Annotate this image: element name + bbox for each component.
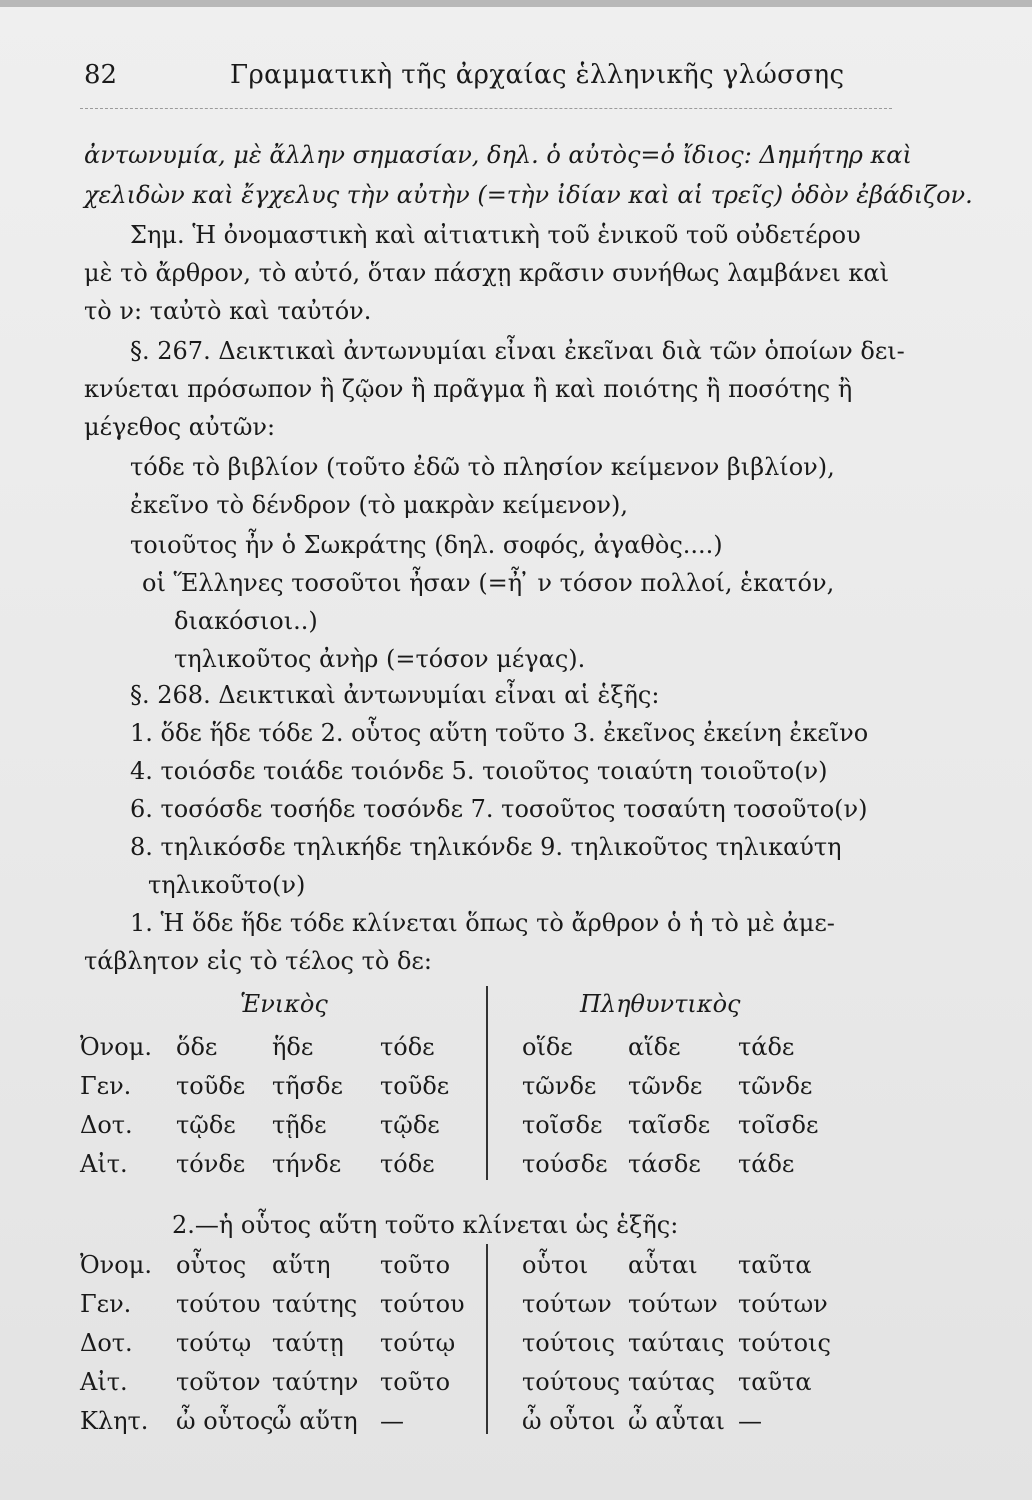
case-label: Γεν. xyxy=(80,1072,132,1100)
case-label: Γεν. xyxy=(80,1290,132,1318)
table-cell: τῶνδε xyxy=(628,1072,703,1100)
page-number: 82 xyxy=(84,60,118,90)
case-label: Δοτ. xyxy=(80,1329,133,1357)
text-line: 2.—ἡ οὗτος αὕτη τοῦτο κλίνεται ὡς ἑξῆς: xyxy=(172,1211,679,1239)
table-cell: τοῦτον xyxy=(176,1368,261,1396)
table-cell: τούτων xyxy=(522,1290,612,1318)
example-line: οἱ Ἕλληνες τοσοῦτοι ἦσαν (=ἦ ̓ ν τόσον πολλοί, ἑκατόν, xyxy=(142,569,835,597)
header-rule xyxy=(80,108,892,109)
table-cell: τῶνδε xyxy=(738,1072,813,1100)
table-cell: τάδε xyxy=(738,1150,795,1178)
table-cell: τούτου xyxy=(176,1290,261,1318)
text-line: Σημ. Ἡ ὀνομαστικὴ καὶ αἰτιατικὴ τοῦ ἑνικοῦ τοῦ οὐδετέρου xyxy=(130,221,861,249)
table-cell: τῆσδε xyxy=(272,1072,343,1100)
table-cell: τήνδε xyxy=(272,1150,342,1178)
table-cell: τούτῳ xyxy=(176,1329,252,1357)
table-cell: ὦ οὗτος xyxy=(176,1407,274,1435)
running-title: Γραμματικὴ τῆς ἀρχαίας ἑλληνικῆς γλώσσης xyxy=(230,60,845,90)
example-line: ἐκεῖνο τὸ δένδρον (τὸ μακρὰν κείμενον), xyxy=(130,491,628,519)
example-line: διακόσιοι..) xyxy=(174,607,318,635)
case-label: Δοτ. xyxy=(80,1111,133,1139)
column-divider xyxy=(486,1244,488,1434)
text-line: μὲ τὸ ἄρθρον, τὸ αὐτό, ὅταν πάσχῃ κρᾶσιν συνήθως λαμβάνει καὶ xyxy=(84,259,889,287)
table-cell: ταύτης xyxy=(272,1290,358,1318)
table-cell: ταύτας xyxy=(628,1368,715,1396)
example-line: τοιοῦτος ἦν ὁ Σωκράτης (δηλ. σοφός, ἀγαθὸς....) xyxy=(130,531,723,559)
column-divider xyxy=(486,986,488,1180)
table-cell: τοῦδε xyxy=(176,1072,246,1100)
case-label: Αἰτ. xyxy=(80,1150,128,1178)
table-cell: ὅδε xyxy=(176,1033,218,1061)
table-cell: τούτοις xyxy=(522,1329,615,1357)
text-line: τὸ ν: ταὐτὸ καὶ ταὐτόν. xyxy=(84,297,372,325)
table-cell: οὗτοι xyxy=(522,1251,589,1279)
table-cell: τοῦτο xyxy=(380,1368,451,1396)
example-line: τηλικοῦτος ἀνὴρ (=τόσον μέγας). xyxy=(174,645,586,673)
table-cell: τῷδε xyxy=(176,1111,236,1139)
example-line: τόδε τὸ βιβλίον (τοῦτο ἐδῶ τὸ πλησίον κείμενον βιβλίον), xyxy=(130,453,835,481)
table-cell: τόδε xyxy=(380,1150,435,1178)
table-cell: ταῦτα xyxy=(738,1251,812,1279)
table-cell: ὦ αὕτη xyxy=(272,1407,358,1435)
table-cell: τοῦτο xyxy=(380,1251,451,1279)
table-cell: οὗτος xyxy=(176,1251,247,1279)
singular-heading: Ἑνικὸς xyxy=(240,990,328,1018)
table-cell: τῇδε xyxy=(272,1111,327,1139)
table-cell: τάσδε xyxy=(628,1150,701,1178)
list-line: 8. τηλικόσδε τηλικήδε τηλικόνδε 9. τηλικοῦτος τηλικαύτη xyxy=(130,833,842,861)
table-cell: ὦ αὗται xyxy=(628,1407,725,1435)
plural-heading: Πληθυντικὸς xyxy=(580,990,741,1018)
table-cell: τοῦδε xyxy=(380,1072,450,1100)
table-cell: τάδε xyxy=(738,1033,795,1061)
section-267: §. 267. Δεικτικαὶ ἀντωνυμίαι εἶναι ἐκεῖναι διὰ τῶν ὁποίων δει- xyxy=(130,337,905,365)
list-line: 1. ὅδε ἥδε τόδε 2. οὗτος αὕτη τοῦτο 3. ἐκεῖνος ἐκείνη ἐκεῖνο xyxy=(130,719,869,747)
table-cell: αὗται xyxy=(628,1251,698,1279)
case-label: Αἰτ. xyxy=(80,1368,128,1396)
table-cell: τούτων xyxy=(628,1290,718,1318)
table-cell: τούσδε xyxy=(522,1150,608,1178)
table-cell: ὦ οὗτοι xyxy=(522,1407,616,1435)
text-line: τάβλητον εἰς τὸ τέλος τὸ δε: xyxy=(84,947,432,975)
table-cell: — xyxy=(738,1407,762,1435)
case-label: Ὀνομ. xyxy=(80,1033,152,1061)
table-cell: ταύταις xyxy=(628,1329,725,1357)
table-cell: τῷδε xyxy=(380,1111,440,1139)
list-line: 4. τοιόσδε τοιάδε τοιόνδε 5. τοιοῦτος τοιαύτη τοιοῦτο(ν) xyxy=(130,757,828,785)
table-cell: — xyxy=(380,1407,404,1435)
text-line: μέγεθος αὐτῶν: xyxy=(84,413,276,441)
text-line: ἀντωνυμία, μὲ ἄλλην σημασίαν, δηλ. ὁ αὐτὸς=ὁ ἴδιος: Δημήτηρ καὶ xyxy=(84,141,912,169)
table-cell: τούτων xyxy=(738,1290,828,1318)
page-edge xyxy=(0,0,1032,7)
table-cell: ταῖσδε xyxy=(628,1111,711,1139)
table-cell: ταύτῃ xyxy=(272,1329,344,1357)
table-cell: τούτῳ xyxy=(380,1329,456,1357)
text-line: χελιδὼν καὶ ἔγχελυς τὴν αὐτὴν (=τὴν ἰδίαν καὶ αἱ τρεῖς) ὁδὸν ἐβάδιζον. xyxy=(84,181,973,209)
table-cell: τοῖσδε xyxy=(738,1111,819,1139)
list-line: τηλικοῦτο(ν) xyxy=(148,871,306,899)
table-cell: τούτους xyxy=(522,1368,621,1396)
table-cell: τόδε xyxy=(380,1033,435,1061)
table-cell: αὕτη xyxy=(272,1251,331,1279)
text-line: 1. Ἡ ὅδε ἥδε τόδε κλίνεται ὅπως τὸ ἄρθρον ὁ ἡ τὸ μὲ ἀμε- xyxy=(130,909,835,937)
table-cell: οἵδε xyxy=(522,1033,573,1061)
case-label: Ὀνομ. xyxy=(80,1251,152,1279)
table-cell: αἵδε xyxy=(628,1033,681,1061)
table-cell: ταύτην xyxy=(272,1368,359,1396)
table-cell: τῶνδε xyxy=(522,1072,597,1100)
table-cell: τούτου xyxy=(380,1290,465,1318)
section-268: §. 268. Δεικτικαὶ ἀντωνυμίαι εἶναι αἱ ἑξῆς: xyxy=(130,681,660,709)
text-line: κνύεται πρόσωπον ἢ ζῷον ἢ πρᾶγμα ἢ καὶ ποιότης ἢ ποσότης ἢ xyxy=(84,375,853,403)
table-cell: τούτοις xyxy=(738,1329,831,1357)
table-cell: τοῖσδε xyxy=(522,1111,603,1139)
list-line: 6. τοσόσδε τοσήδε τοσόνδε 7. τοσοῦτος τοσαύτη τοσοῦτο(ν) xyxy=(130,795,868,823)
table-cell: τόνδε xyxy=(176,1150,246,1178)
case-label: Κλητ. xyxy=(80,1407,149,1435)
table-cell: ταῦτα xyxy=(738,1368,812,1396)
table-cell: ἥδε xyxy=(272,1033,314,1061)
